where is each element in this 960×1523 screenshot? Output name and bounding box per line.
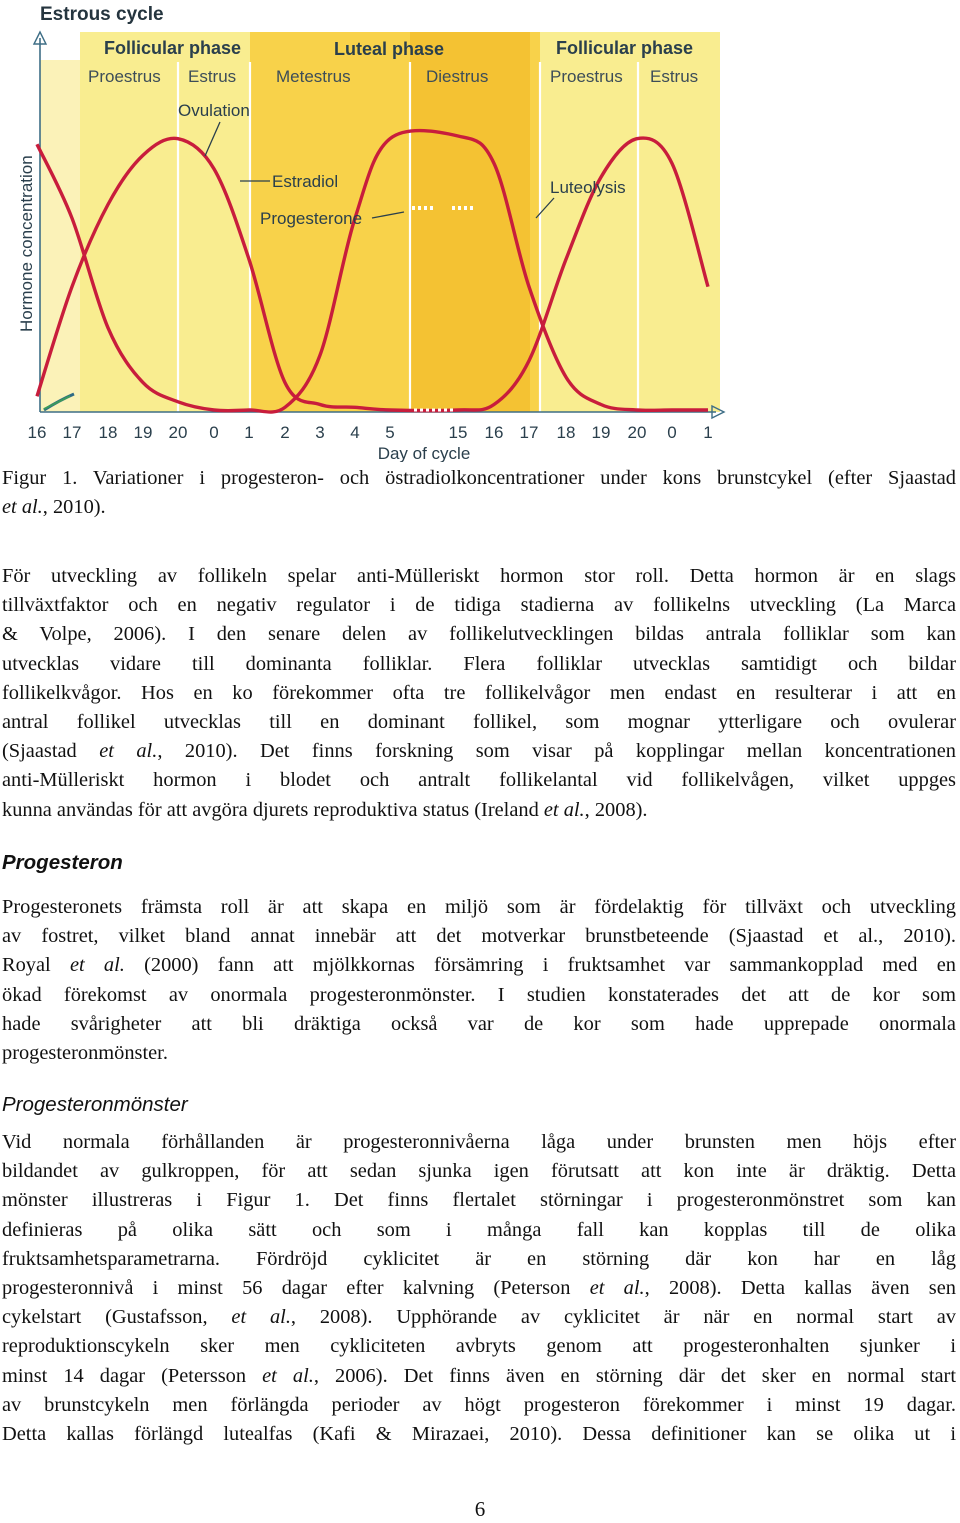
para3-l9a: minst 14 dagar (Petersson — [2, 1364, 263, 1387]
phase-label-follicular-1: Follicular phase — [104, 38, 242, 58]
caption-line-2-rest: , 2010). — [42, 496, 106, 519]
phase-label-follicular-2: Follicular phase — [556, 38, 694, 58]
x-tick-label: 0 — [667, 423, 677, 442]
stage-label-estrus-1: Estrus — [188, 67, 237, 86]
para3-line-11: Detta kallas förlängd lutealfas (Kafi & Mirazaei, 2010). Dessa definitioner kan se olika ut i — [2, 1423, 956, 1446]
para3-line-4: definieras på olika sätt och som i många fall kan kopplas till de olika — [2, 1218, 956, 1241]
stage-label-proestrus-2: Proestrus — [550, 67, 623, 86]
estrous-cycle-chart — [0, 0, 740, 462]
para3-line-1: Vid normala förhållanden är progesteronnivåerna låga under brunsten men höjs efter — [2, 1131, 956, 1153]
para3-line-9 — [2, 1362, 956, 1391]
para2-l3a: Royal — [2, 954, 70, 977]
x-tick-label: 2 — [280, 423, 290, 442]
x-tick-label: 18 — [98, 423, 118, 442]
band-left-pale — [40, 60, 80, 412]
stage-label-estrus-2: Estrus — [650, 67, 699, 86]
caption-etal: et al. — [2, 496, 43, 519]
para2-line-4: ökad förekomst av onormala progesteronmönster. I studien konstaterades det att de kor som — [2, 983, 956, 1006]
x-tick-label: 17 — [62, 423, 82, 442]
para1-l9a: kunna användas för att avgöra djurets reproduktiva status (Ireland — [2, 798, 544, 821]
x-tick-label: 20 — [168, 423, 188, 442]
stage-label-metestrus: Metestrus — [276, 67, 351, 86]
x-tick-label: 18 — [556, 423, 576, 442]
y-axis-label: Hormone concentration — [17, 155, 36, 332]
para3-l9b: et al. — [262, 1364, 314, 1387]
x-tick-label: 19 — [133, 423, 153, 442]
para1-line-5: follikelkvågor. Hos en ko förekommer ofta tre follikelvågor men endast en resulterar i att en — [2, 681, 956, 704]
para2-line-5: hade svårigheter att bli dräktiga också var de kor som hade upprepade onormala — [2, 1012, 956, 1035]
para2-line-6: progesteronmönster. — [2, 1042, 168, 1065]
para3-l7a: cykelstart (Gustafsson, — [2, 1306, 232, 1329]
x-tick-label: 16 — [27, 423, 47, 442]
para1-l9c: , 2008). — [584, 798, 648, 821]
para1-line-3: & Volpe, 2006). I den senare delen av follikelutvecklingen bildas antrala folliklar som kan — [2, 623, 956, 646]
para3-line-3: mönster illustreras i Figur 1. Det finns flertalet störningar i progesteronmönstret som kan — [2, 1189, 956, 1212]
annotation-progesterone: Progesterone — [260, 209, 363, 228]
x-tick-label: 3 — [315, 423, 325, 442]
stage-label-diestrus: Diestrus — [426, 67, 489, 86]
para3-line-2: bildandet av gulkroppen, för att sedan sjunka igen förutsatt att kon inte är dräktig. Detta — [2, 1160, 956, 1183]
stage-label-proestrus-1: Proestrus — [88, 67, 161, 86]
para1-line-7 — [2, 737, 956, 766]
heading-progesteronmonster: Progesteronmönster — [2, 1093, 188, 1116]
phase-label-luteal: Luteal phase — [334, 39, 445, 59]
para1-line-9 — [2, 796, 956, 825]
chart-title: Estrous cycle — [40, 4, 164, 25]
para3-l7c: , 2008). Upphörande av cyklicitet är när en normal start av — [290, 1306, 956, 1329]
para2-l3b: et al. — [69, 954, 125, 977]
para3-l7b: et al. — [231, 1306, 291, 1329]
caption-line-1: Figur 1. Variationer i progesteron- och östradiolkoncentrationer under kons brunstcykel (efter Sjaastad — [2, 467, 956, 489]
para3-l9c: , 2006). Det finns även en störning där det sker en normal start — [313, 1364, 956, 1387]
figure-caption — [2, 464, 956, 522]
x-tick-label: 0 — [209, 423, 219, 442]
x-tick-label: 17 — [519, 423, 539, 442]
para2-line-2: av fostret, vilket bland annat innebär att det motverkar brunstbeteende (Sjaastad et al., 2010). — [2, 925, 956, 948]
heading-progesteron: Progesteron — [2, 851, 123, 874]
para1-l7a: (Sjaastad — [2, 740, 100, 763]
para3-line-5: fruktsamhetsparametrarna. Fördröjd cyklicitet är en störning där kon har en låg — [2, 1247, 956, 1270]
para1-l7c: , 2010). Det finns forskning som visar på kopplingar mellan koncentrationen — [157, 740, 956, 763]
x-tick-label: 19 — [591, 423, 611, 442]
annotation-luteolysis: Luteolysis — [550, 178, 626, 197]
para3-line-8: reproduktionscykeln sker men cykliciteten avbryts genom att progesteronhalten sjunker i — [2, 1335, 956, 1358]
x-tick-label: 1 — [703, 423, 713, 442]
para2-line-1: Progesteronets främsta roll är att skapa en miljö som är fördelaktig för tillväxt och utveckling — [2, 896, 956, 918]
para3-line-7 — [2, 1303, 956, 1332]
para1-line-6: antral follikel utvecklas till en dominant follikel, som mognar ytterligare och ovulerar — [2, 711, 956, 734]
para3-l6a: progesteronnivå i minst 56 dagar efter kalvning (Peterson — [2, 1277, 590, 1300]
x-axis-label: Day of cycle — [377, 444, 471, 462]
para1-l9b: et al. — [543, 798, 585, 821]
x-tick-label: 1 — [244, 423, 254, 442]
para3-line-6 — [2, 1274, 956, 1303]
paragraph-amh — [2, 562, 956, 825]
para2-line-3 — [2, 951, 956, 980]
para1-line-8: anti-Mülleriskt hormon i blodet och antralt follikelantal vid follikelvågen, vilket uppges — [2, 769, 956, 792]
para2-l3c: (2000) fann att mjölkkornas försämring i fruktsamhet var sammankopplad med en — [124, 954, 956, 977]
x-tick-label: 4 — [350, 423, 360, 442]
x-tick-label: 5 — [385, 423, 395, 442]
para1-line-2: tillväxtfaktor och en negativ regulator i de tidiga stadierna av follikelns utveckling (La Marca — [2, 594, 956, 617]
x-tick-label: 15 — [448, 423, 468, 442]
para1-line-1: För utveckling av follikeln spelar anti-Mülleriskt hormon stor roll. Detta hormon är en slags — [2, 565, 956, 587]
caption-line-2 — [2, 493, 956, 522]
para3-l6c: , 2008). Detta kallas även sen — [644, 1277, 956, 1300]
annotation-ovulation: Ovulation — [178, 101, 250, 120]
x-tick-label: 16 — [484, 423, 504, 442]
band-follicular-2 — [540, 32, 720, 412]
band-follicular-1 — [80, 32, 250, 412]
para3-l6b: et al. — [589, 1277, 645, 1300]
paragraph-progesteronmonster — [2, 1128, 956, 1449]
para1-line-4: utvecklas vidare till dominanta folliklar. Flera folliklar utvecklas samtidigt och bildar — [2, 652, 956, 675]
para3-line-10: av brunstcykeln men förlängda perioder av högt progesteron förekommer i minst 19 dagar. — [2, 1393, 956, 1416]
annotation-estradiol: Estradiol — [272, 172, 339, 191]
paragraph-progesteron — [2, 893, 956, 1068]
para1-l7b: et al. — [99, 740, 158, 763]
page-number: 6 — [474, 1497, 486, 1521]
x-tick-label: 20 — [627, 423, 647, 442]
